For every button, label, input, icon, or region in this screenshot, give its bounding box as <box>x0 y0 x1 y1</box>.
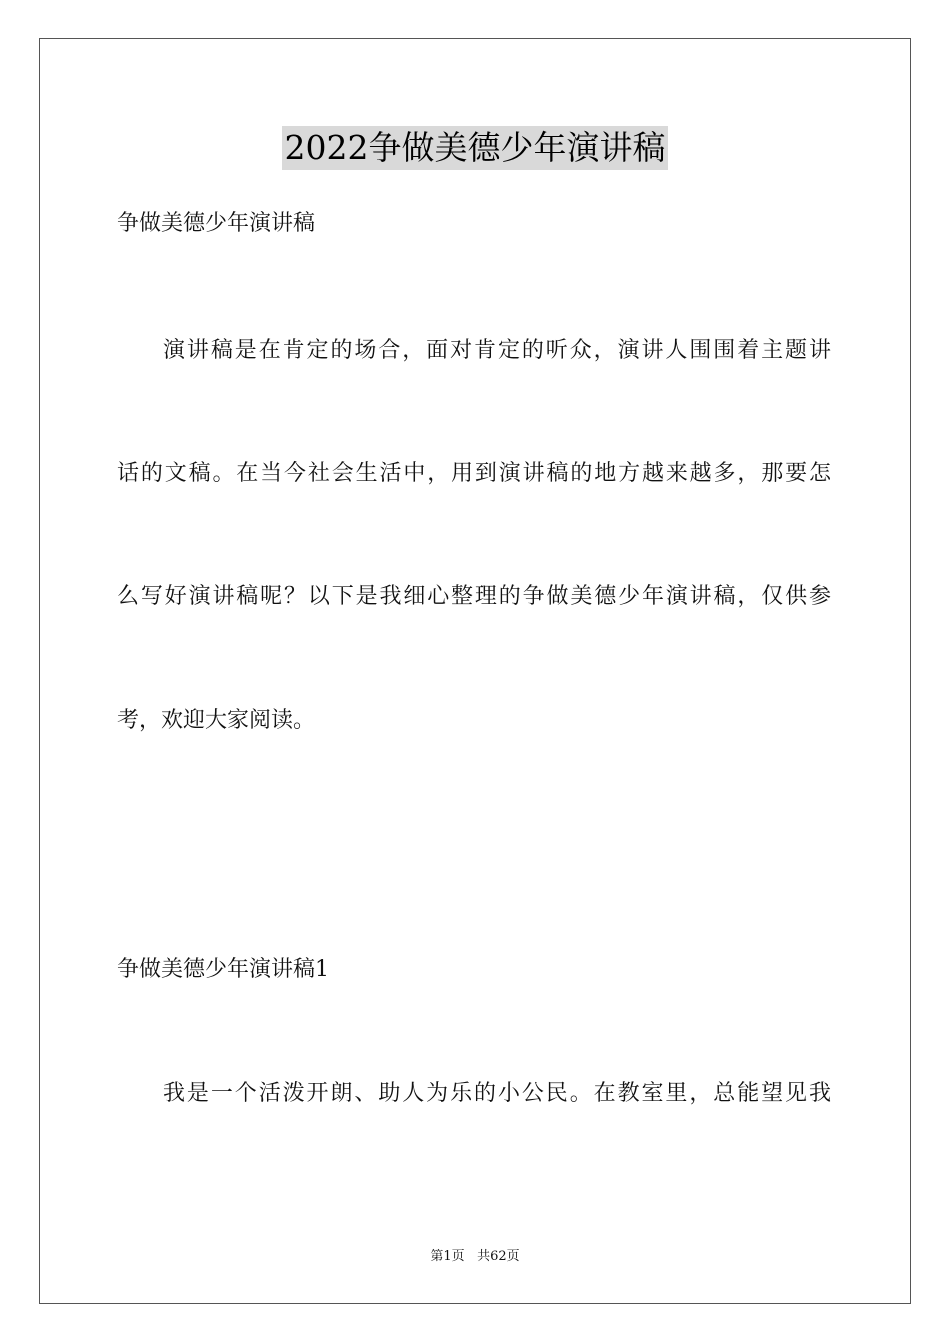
document-subtitle: 争做美德少年演讲稿 <box>117 211 316 236</box>
paragraph-line: 么写好演讲稿呢？以下是我细心整理的争做美德少年演讲稿，仅供参 <box>117 584 831 609</box>
paragraph-line: 我是一个活泼开朗、助人为乐的小公民。在教室里，总能望见我 <box>163 1081 831 1106</box>
title-container <box>0 126 950 170</box>
paragraph-line: 话的文稿。在当今社会生活中，用到演讲稿的地方越来越多，那要怎 <box>117 461 831 486</box>
section-heading: 争做美德少年演讲稿1 <box>117 957 329 982</box>
page-footer <box>0 1248 950 1266</box>
page-number: 第1页 <box>430 1249 465 1264</box>
page-total: 共62页 <box>477 1249 520 1264</box>
paragraph-line: 演讲稿是在肯定的场合，面对肯定的听众，演讲人围围着主题讲 <box>163 338 831 363</box>
document-title: 2022争做美德少年演讲稿 <box>282 126 669 170</box>
paragraph-line: 考，欢迎大家阅读。 <box>117 708 316 733</box>
